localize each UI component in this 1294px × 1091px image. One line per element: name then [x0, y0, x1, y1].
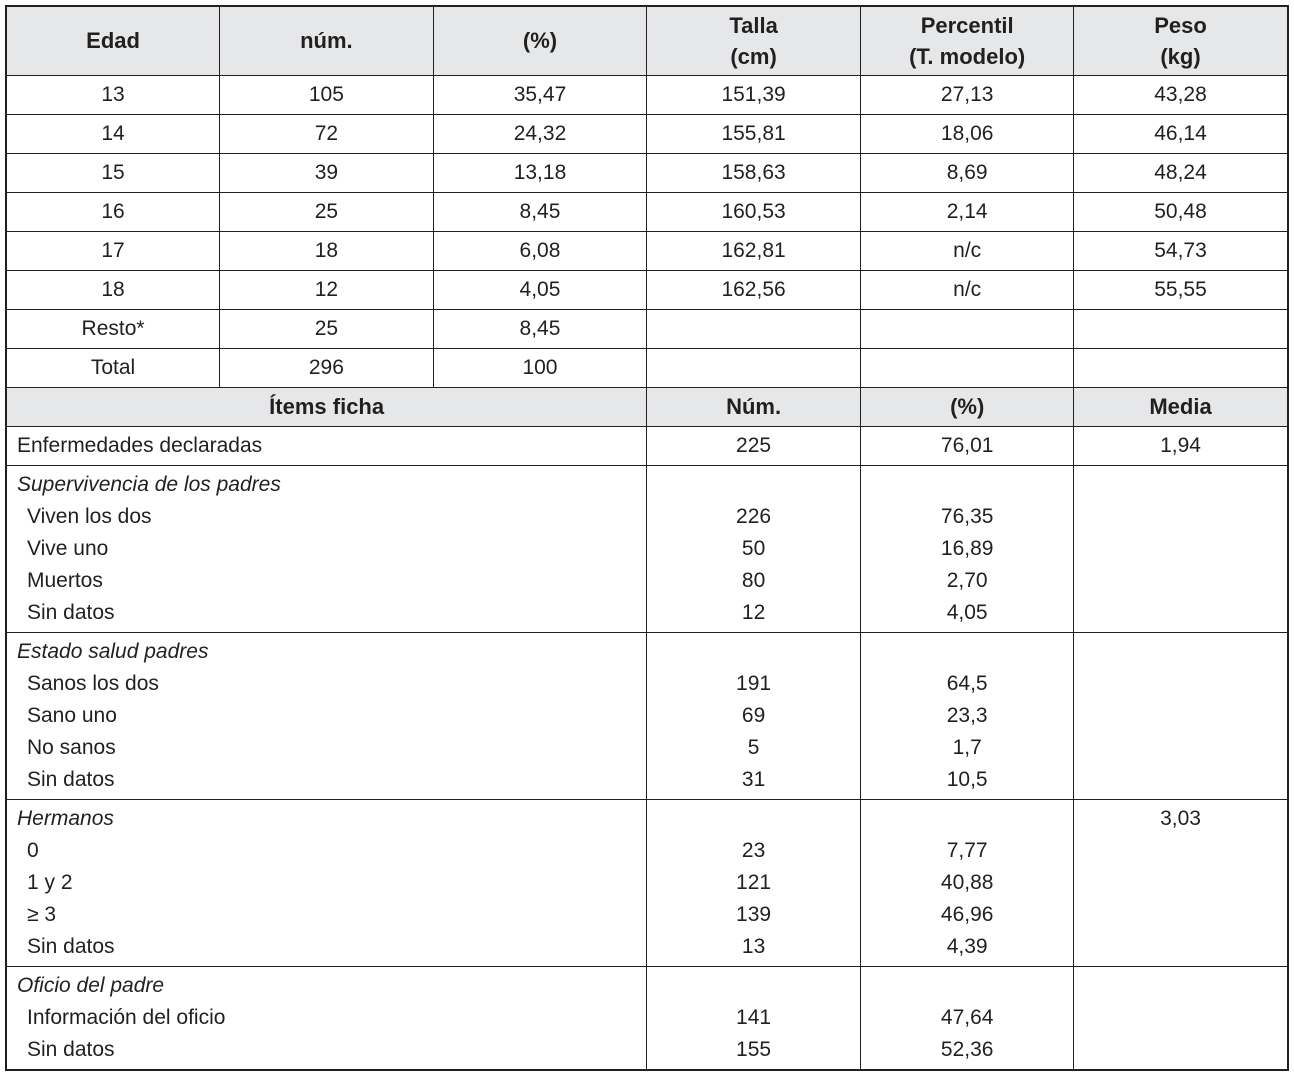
item-num: 225 — [647, 427, 861, 466]
table-cell: 151,39 — [647, 76, 861, 115]
header-talla: Talla (cm) — [647, 6, 861, 76]
table-cell: 13,18 — [433, 154, 647, 193]
group-item-num: 50 — [741, 537, 766, 560]
group-title: Supervivencia de los padres — [17, 473, 281, 496]
spacer — [647, 469, 860, 501]
item-pct: 76,01 — [860, 427, 1074, 466]
table-cell: 39 — [220, 154, 434, 193]
table-cell: 4,05 — [433, 271, 647, 310]
table-row — [6, 349, 1288, 388]
table-cell: 18 — [6, 271, 220, 310]
group-item-label: Sin datos — [27, 1038, 115, 1061]
table-cell: 48,24 — [1074, 154, 1288, 193]
group-item-num: 23 — [741, 839, 766, 862]
group-item-label: Sanos los dos — [27, 672, 159, 695]
group-item-label: Sin datos — [27, 601, 115, 624]
group-item-label: Sano uno — [27, 704, 117, 727]
group-item-num: 139 — [736, 903, 772, 926]
header-pct2: (%) — [860, 388, 1074, 427]
group-item-num: 155 — [736, 1038, 772, 1061]
group-item-label: Viven los dos — [27, 505, 152, 528]
group-labels — [6, 633, 647, 800]
group-item-pct: 40,88 — [940, 871, 994, 894]
group-nums — [647, 800, 861, 967]
table-row — [6, 271, 1288, 310]
group-row — [6, 800, 1288, 967]
table-cell: 105 — [220, 76, 434, 115]
table-cell: 35,47 — [433, 76, 647, 115]
table-cell: 8,69 — [860, 154, 1074, 193]
group-nums — [647, 967, 861, 1071]
table-cell: 24,32 — [433, 115, 647, 154]
item-label: Enfermedades declaradas — [6, 427, 647, 466]
group-item-pct: 2,70 — [946, 569, 988, 592]
table-cell: 25 — [220, 310, 434, 349]
table-cell: 158,63 — [647, 154, 861, 193]
group-media — [1074, 466, 1288, 633]
table-cell: 160,53 — [647, 193, 861, 232]
table-cell — [1074, 310, 1288, 349]
table-cell: Resto* — [6, 310, 220, 349]
header-pct: (%) — [433, 6, 647, 76]
table-cell — [1074, 349, 1288, 388]
group-item-label: Muertos — [27, 569, 103, 592]
group-item-pct: 52,36 — [940, 1038, 994, 1061]
group-nums — [647, 633, 861, 800]
group-item-label: 0 — [27, 839, 39, 862]
table-cell: 155,81 — [647, 115, 861, 154]
group-item-pct: 4,05 — [946, 601, 988, 624]
table-cell: 12 — [220, 271, 434, 310]
table-body — [6, 6, 1288, 1070]
spacer — [647, 636, 860, 668]
group-item-num: 226 — [736, 505, 772, 528]
table-row — [6, 115, 1288, 154]
table-cell: 27,13 — [860, 76, 1074, 115]
spacer — [861, 803, 1074, 835]
table-cell: 18 — [220, 232, 434, 271]
table-row — [6, 193, 1288, 232]
group-title: Estado salud padres — [17, 640, 209, 663]
table-row — [6, 427, 1288, 466]
table-cell: 296 — [220, 349, 434, 388]
group-labels — [6, 466, 647, 633]
group-item-label: Sin datos — [27, 768, 115, 791]
table-cell: 162,56 — [647, 271, 861, 310]
group-pcts — [860, 633, 1074, 800]
header-items-ficha: Ítems ficha — [6, 388, 647, 427]
table-cell: 18,06 — [860, 115, 1074, 154]
group-item-label: Información del oficio — [27, 1006, 226, 1029]
group-title: Hermanos — [17, 807, 114, 830]
group-item-num: 13 — [741, 935, 766, 958]
group-row — [6, 466, 1288, 633]
header-num2: Núm. — [647, 388, 861, 427]
group-media-value — [1074, 970, 1286, 1002]
group-item-num: 69 — [741, 704, 766, 727]
group-pcts — [860, 800, 1074, 967]
table-cell: 43,28 — [1074, 76, 1288, 115]
group-media — [1074, 967, 1288, 1071]
group-item-pct: 4,39 — [946, 935, 988, 958]
group-item-num: 191 — [736, 672, 772, 695]
group-item-pct: 64,5 — [946, 672, 988, 695]
table-cell — [647, 349, 861, 388]
table-cell: 25 — [220, 193, 434, 232]
spacer — [861, 970, 1074, 1002]
spacer — [861, 469, 1074, 501]
header-edad: Edad — [6, 6, 220, 76]
group-item-num: 80 — [741, 569, 766, 592]
header-percentil: Percentil (T. modelo) — [860, 6, 1074, 76]
table-cell: 13 — [6, 76, 220, 115]
group-pcts — [860, 466, 1074, 633]
group-item-label: Sin datos — [27, 935, 115, 958]
spacer — [861, 636, 1074, 668]
group-item-pct: 10,5 — [946, 768, 988, 791]
table-row — [6, 310, 1288, 349]
group-title: Oficio del padre — [17, 974, 165, 997]
group-nums — [647, 466, 861, 633]
table-cell: 46,14 — [1074, 115, 1288, 154]
group-item-pct: 1,7 — [952, 736, 982, 759]
table-row — [6, 232, 1288, 271]
group-item-pct: 7,77 — [946, 839, 988, 862]
table-cell: 6,08 — [433, 232, 647, 271]
data-table — [5, 5, 1289, 1071]
table-cell: 16 — [6, 193, 220, 232]
group-item-label: No sanos — [27, 736, 116, 759]
spacer — [647, 803, 860, 835]
table-cell: 50,48 — [1074, 193, 1288, 232]
group-item-pct: 76,35 — [940, 505, 994, 528]
age-header-row — [6, 6, 1288, 76]
table-cell: 8,45 — [433, 310, 647, 349]
group-item-pct: 47,64 — [940, 1006, 994, 1029]
group-item-num: 141 — [736, 1006, 772, 1029]
group-labels — [6, 800, 647, 967]
group-item-pct: 16,89 — [940, 537, 994, 560]
group-media — [1074, 633, 1288, 800]
group-item-num: 31 — [741, 768, 766, 791]
group-row — [6, 633, 1288, 800]
table-cell: 14 — [6, 115, 220, 154]
table-row — [6, 76, 1288, 115]
group-item-num: 12 — [741, 601, 766, 624]
group-media-value: 3,03 — [1160, 807, 1201, 830]
table-cell — [647, 310, 861, 349]
items-header-row — [6, 388, 1288, 427]
group-media-value — [1074, 636, 1286, 668]
header-media: Media — [1074, 388, 1288, 427]
table-cell — [860, 349, 1074, 388]
header-peso: Peso (kg) — [1074, 6, 1288, 76]
table-container — [5, 5, 1289, 1071]
group-item-label: Vive uno — [27, 537, 109, 560]
group-item-label: 1 y 2 — [27, 871, 73, 894]
table-cell: n/c — [860, 232, 1074, 271]
group-media — [1074, 800, 1288, 967]
item-media: 1,94 — [1074, 427, 1288, 466]
table-cell — [860, 310, 1074, 349]
group-labels — [6, 967, 647, 1071]
table-cell: 72 — [220, 115, 434, 154]
group-media-value — [1074, 469, 1286, 501]
table-cell: 55,55 — [1074, 271, 1288, 310]
group-item-pct: 23,3 — [946, 704, 988, 727]
group-item-pct: 46,96 — [940, 903, 994, 926]
spacer — [647, 970, 860, 1002]
header-num: núm. — [220, 6, 434, 76]
table-cell: 15 — [6, 154, 220, 193]
table-cell: 54,73 — [1074, 232, 1288, 271]
table-row — [6, 154, 1288, 193]
group-item-num: 121 — [736, 871, 772, 894]
table-cell: n/c — [860, 271, 1074, 310]
group-row — [6, 967, 1288, 1071]
table-cell: 8,45 — [433, 193, 647, 232]
table-cell: 162,81 — [647, 232, 861, 271]
table-cell: Total — [6, 349, 220, 388]
table-cell: 100 — [433, 349, 647, 388]
table-cell: 17 — [6, 232, 220, 271]
group-item-num: 5 — [747, 736, 760, 759]
group-item-label: ≥ 3 — [27, 903, 57, 926]
table-cell: 2,14 — [860, 193, 1074, 232]
group-pcts — [860, 967, 1074, 1071]
